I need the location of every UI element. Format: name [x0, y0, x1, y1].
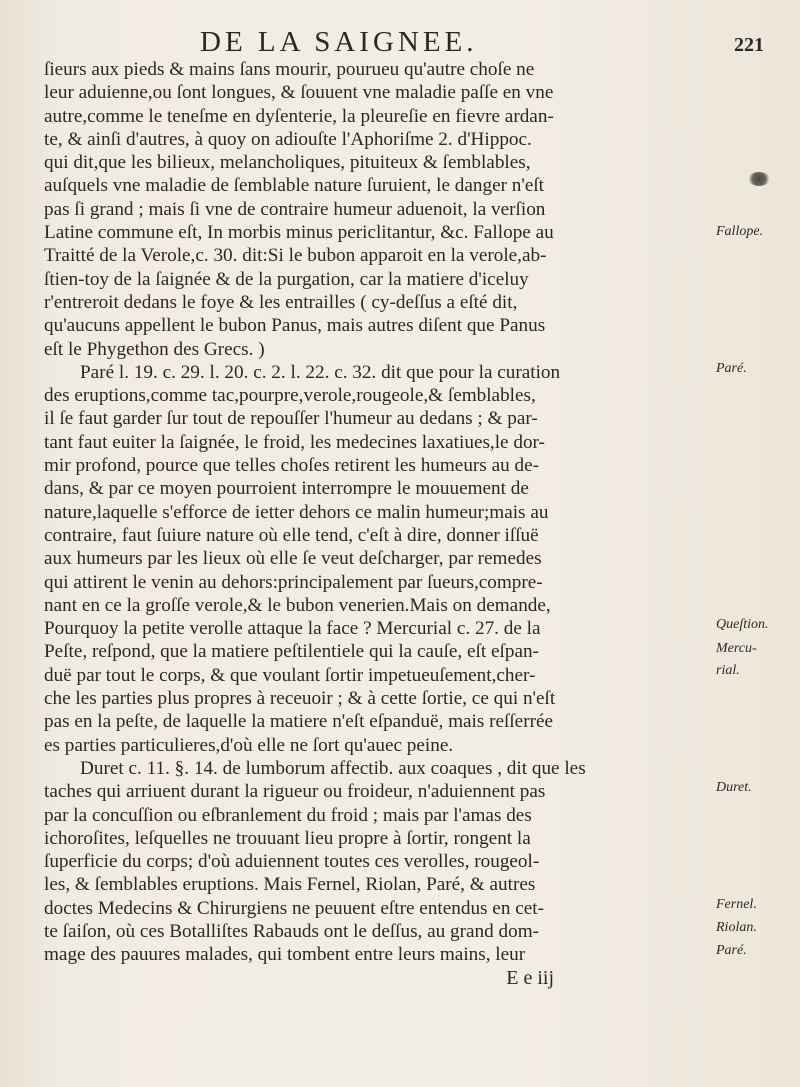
text-line: par la concuſſion ou eſbranlement du froid ; mais par l'amas des — [44, 804, 532, 826]
text-line: les, & ſemblables eruptions. Mais Fernel, Riolan, Paré, & autres — [44, 874, 536, 896]
margin-note: Mercu- — [716, 641, 757, 656]
margin-note: Queſtion. — [716, 617, 769, 632]
text-line: che les parties plus propres à receuoir ; & à cette ſortie, ce qui n'eſt — [44, 688, 556, 710]
text-line: qu'aucuns appellent le bubon Panus, mais autres diſent que Panus — [44, 315, 546, 337]
text-line: r'entreroit dedans le foye & les entrailles ( cy-deſſus a eſté dit, — [44, 291, 518, 313]
margin-note: Paré. — [716, 943, 747, 958]
text-line: autre,comme le teneſme en dyſenterie, la pleureſie en fievre ardan- — [44, 105, 554, 127]
text-line: Pourquoy la petite verolle attaque la face ? Mercurial c. 27. de la — [44, 618, 541, 640]
page-header — [0, 26, 800, 60]
text-line: te ſaiſon, où ces Botalliſtes Rabauds ont le deſſus, au grand dom- — [44, 920, 540, 942]
running-head: DE LA SAIGNEE. — [200, 26, 478, 58]
ink-stain — [748, 172, 770, 186]
text-line: il ſe faut garder ſur tout de repouſſer l'humeur au dedans ; & par- — [44, 408, 538, 430]
text-line: mir profond, pource que telles choſes retirent les humeurs au de- — [44, 455, 539, 477]
text-line: nature,laquelle s'efforce de ietter dehors ce malin humeur;mais au — [44, 501, 549, 523]
text-line: es parties particulieres,d'où elle ne ſort qu'auec peine. — [44, 734, 454, 756]
margin-note: Paré. — [716, 361, 747, 376]
text-line: te, & ainſi d'autres, à quoy on adiouſte l'Aphoriſme 2. d'Hippoc. — [44, 128, 532, 150]
text-line: des eruptions,comme tac,pourpre,verole,rougeole,& ſemblables, — [44, 385, 536, 407]
text-line: dans, & par ce moyen pourroient interrompre le mouuement de — [44, 478, 529, 500]
text-line: leur aduienne,ou ſont longues, & ſouuent vne maladie paſſe en vne — [44, 82, 554, 104]
text-line: ſuperficie du corps; d'où aduiennent toutes ces verolles, rougeol- — [44, 851, 540, 873]
text-line: pas en la peſte, de laquelle la matiere n'eſt eſpanduë, mais reſſerrée — [44, 711, 554, 733]
text-line: qui attirent le venin au dehors:principalement par ſueurs,compre- — [44, 571, 543, 593]
margin-note: Riolan. — [716, 920, 757, 935]
text-line: aux humeurs par les lieux où elle ſe veut deſcharger, par remedes — [44, 548, 542, 570]
text-line: Traitté de la Verole,c. 30. dit:Si le bubon apparoit en la verole,ab- — [44, 245, 547, 267]
text-line: nant en ce la groſſe verole,& le bubon venerien.Mais on demande, — [44, 594, 551, 616]
text-line: ſtien-toy de la ſaignée & de la purgation, car la matiere d'iceluy — [44, 268, 529, 290]
text-line: doctes Medecins & Chirurgiens ne peuuent eſtre entendus en cet- — [44, 897, 544, 919]
text-line: ichoroſites, leſquelles ne trouuant lieu propre à ſortir, rongent la — [44, 827, 531, 849]
text-line: Duret c. 11. §. 14. de lumborum affectib. aux coaques , dit que les — [80, 757, 586, 779]
margin-note: Duret. — [716, 780, 752, 795]
text-line: tant faut euiter la ſaignée, le froid, les medecines laxatiues,le dor- — [44, 431, 545, 453]
body-text — [44, 58, 714, 990]
text-line: Paré l. 19. c. 29. l. 20. c. 2. l. 22. c. 32. dit que pour la curation — [80, 361, 561, 383]
text-line: eſt le Phygethon des Grecs. ) — [44, 338, 265, 360]
page-number: 221 — [734, 34, 764, 56]
text-line: mage des pauures malades, qui tombent entre leurs mains, leur — [44, 944, 526, 966]
text-line: Peſte, reſpond, que la matiere peſtilentiele qui la cauſe, eſt eſpan- — [44, 641, 539, 663]
text-line: pas ſi grand ; mais ſi vne de contraire humeur aduenoit, la verſion — [44, 198, 546, 220]
text-line: ſieurs aux pieds & mains ſans mourir, pourueu qu'autre choſe ne — [44, 59, 535, 80]
margin-note: Fallope. — [716, 224, 764, 239]
text-line: duë par tout le corps, & que voulant ſortir impetueuſement,cher- — [44, 664, 536, 686]
margin-note: rial. — [716, 663, 740, 678]
text-line: auſquels vne maladie de ſemblable nature ſuruient, le danger n'eſt — [44, 175, 545, 197]
margin-note: Fernel. — [716, 897, 757, 912]
text-line: taches qui arriuent durant la rigueur ou froideur, n'aduiennent pas — [44, 781, 546, 803]
text-line: qui dit,que les bilieux, melancholiques, pituiteux & ſemblables, — [44, 152, 531, 174]
catchword: E e iij — [506, 966, 554, 989]
text-line: Latine commune eſt, In morbis minus periclitantur, &c. Fallope au — [44, 222, 554, 244]
text-line: contraire, faut ſuiure nature où elle tend, c'eſt à dire, donner iſſuë — [44, 524, 539, 546]
